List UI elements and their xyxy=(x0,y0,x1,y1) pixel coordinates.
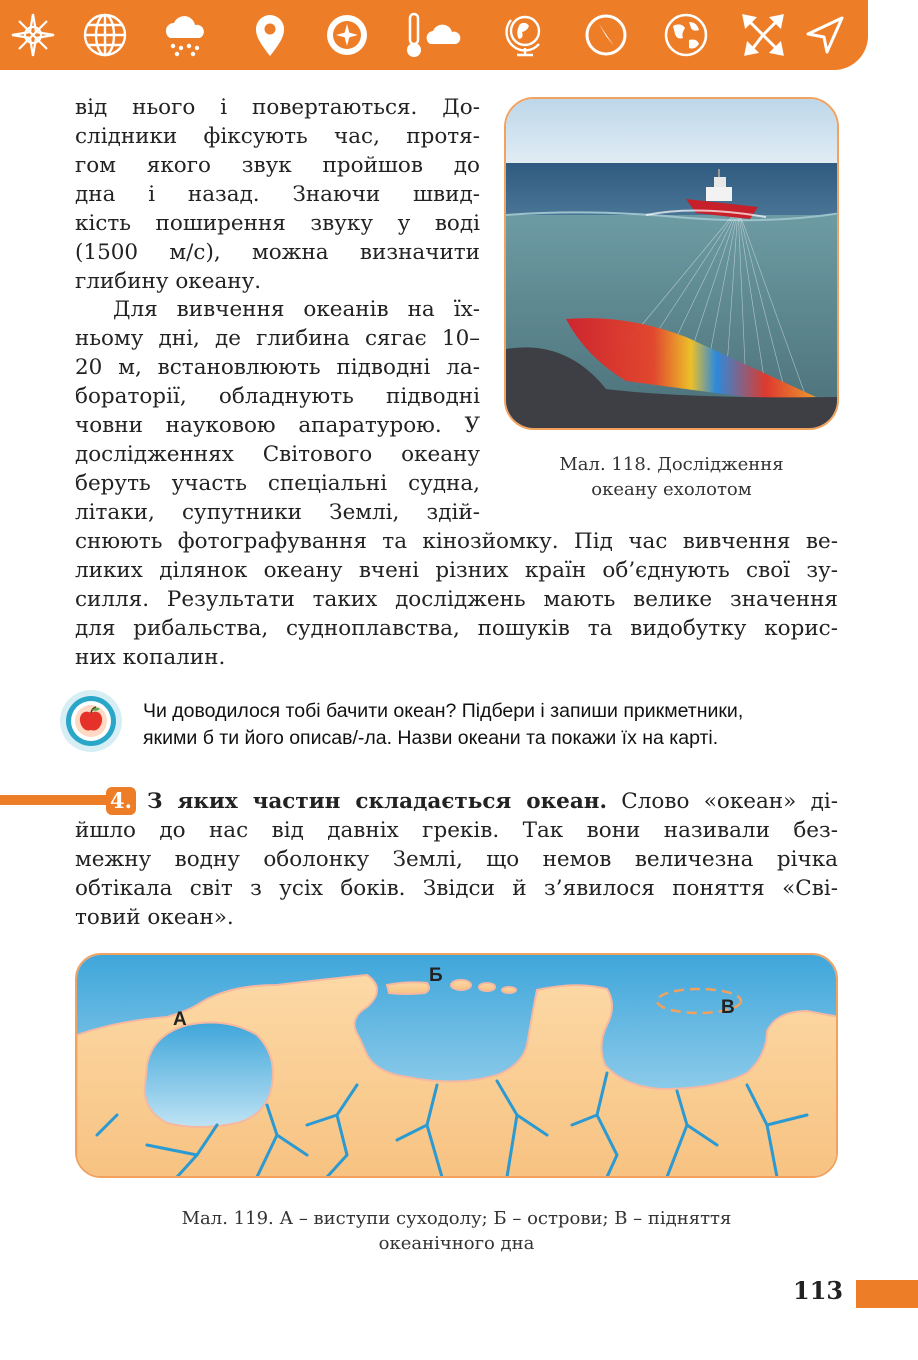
text-line: 20 м, встановлюють підводні ла- xyxy=(75,355,480,380)
figure-119-caption xyxy=(75,1206,838,1256)
figure-118-caption xyxy=(504,452,839,502)
desk-globe-icon xyxy=(500,10,550,60)
text-line: межну водну оболонку Землі, що немов величезна річка xyxy=(75,847,838,872)
text-line: літаки, супутники Землі, здій- xyxy=(75,500,480,525)
text-line: них копалин. xyxy=(75,645,226,670)
compass-needle-icon xyxy=(581,10,631,60)
location-pin-icon xyxy=(245,10,295,60)
text-line: човни науковою апаратурою. У xyxy=(75,413,480,438)
echo-sounder-illustration xyxy=(504,97,839,430)
text-line: силля. Результати таких досліджень мають велике значення xyxy=(75,587,838,612)
page-number-bar xyxy=(856,1280,918,1308)
text-line: ликих ділянок океану вчені різних країн об’єднують свої зу- xyxy=(75,558,838,583)
text-line: товий океан». xyxy=(75,905,234,930)
section-heading: З яких частин складається океан. xyxy=(147,789,607,814)
text-line: гом якого звук пройшов до xyxy=(75,153,480,178)
caption-line: океанічного дна xyxy=(378,1233,535,1254)
text-line: обтікала світ з усіх боків. Звідси й з’явилося поняття «Сві- xyxy=(75,876,838,901)
text-line: кість поширення звуку у воді xyxy=(75,211,480,236)
ocean-parts-diagram xyxy=(75,953,838,1178)
compass-rose-icon xyxy=(8,10,58,60)
label-v: В xyxy=(721,997,735,1018)
label-a: А xyxy=(173,1009,187,1030)
globe-grid-icon xyxy=(80,10,130,60)
text-line: для рибальства, судноплавства, пошуків та видобутку корис- xyxy=(75,616,838,641)
text-line: Для вивчення океанів на їх- xyxy=(113,297,480,322)
text-fragment: Слово «океан» ді- xyxy=(606,789,838,814)
earth-icon xyxy=(661,10,711,60)
text-line: беруть участь спеціальні судна, xyxy=(75,471,480,496)
task-line: якими б ти його описав/-ла. Назви океани та покажи їх на карті. xyxy=(143,727,719,749)
page-number: 113 xyxy=(793,1276,844,1305)
paragraph-2-continued xyxy=(75,527,838,672)
compass-dial-icon xyxy=(322,10,372,60)
text-line: (1500 м/с), можна визначити xyxy=(75,240,480,265)
task-text xyxy=(143,698,843,752)
text-line: слідники фіксують час, протя- xyxy=(75,124,480,149)
text-line xyxy=(75,787,838,816)
paragraph-1 xyxy=(75,93,480,296)
text-line: від нього і повертаються. До- xyxy=(75,95,480,120)
caption-line: Мал. 118. Дослідження xyxy=(559,454,784,475)
text-line: снюють фотографування та кінозйомку. Під час вивчення ве- xyxy=(75,529,838,554)
arrows-icon xyxy=(738,10,788,60)
paragraph-2 xyxy=(75,295,480,527)
text-line: ньому дні, де глибина сягає 10– xyxy=(75,326,480,351)
text-line: глибину океану. xyxy=(75,269,262,294)
caption-line: океану ехолотом xyxy=(591,479,752,500)
task-line: Чи доводилося тобі бачити океан? Підбери і запиши прикметники, xyxy=(143,700,744,722)
thermometer-cloud-icon xyxy=(400,10,480,60)
navigation-arrow-icon xyxy=(800,10,850,60)
text-line: дослідженнях Світового океану xyxy=(75,442,480,467)
text-line: йшло до нас від давніх греків. Так вони називали без- xyxy=(75,818,838,843)
section-number: 4. xyxy=(106,787,136,815)
apple-target-icon xyxy=(58,688,124,754)
text-line: дна і назад. Знаючи швид- xyxy=(75,182,480,207)
header-bar xyxy=(0,0,868,70)
rain-cloud-icon xyxy=(160,10,210,60)
label-b: Б xyxy=(429,965,443,986)
text-line: бораторії, обладнують підводні xyxy=(75,384,480,409)
caption-line: Мал. 119. А – виступи суходолу; Б – острови; В – підняття xyxy=(181,1208,732,1229)
section-4-paragraph xyxy=(75,787,838,932)
